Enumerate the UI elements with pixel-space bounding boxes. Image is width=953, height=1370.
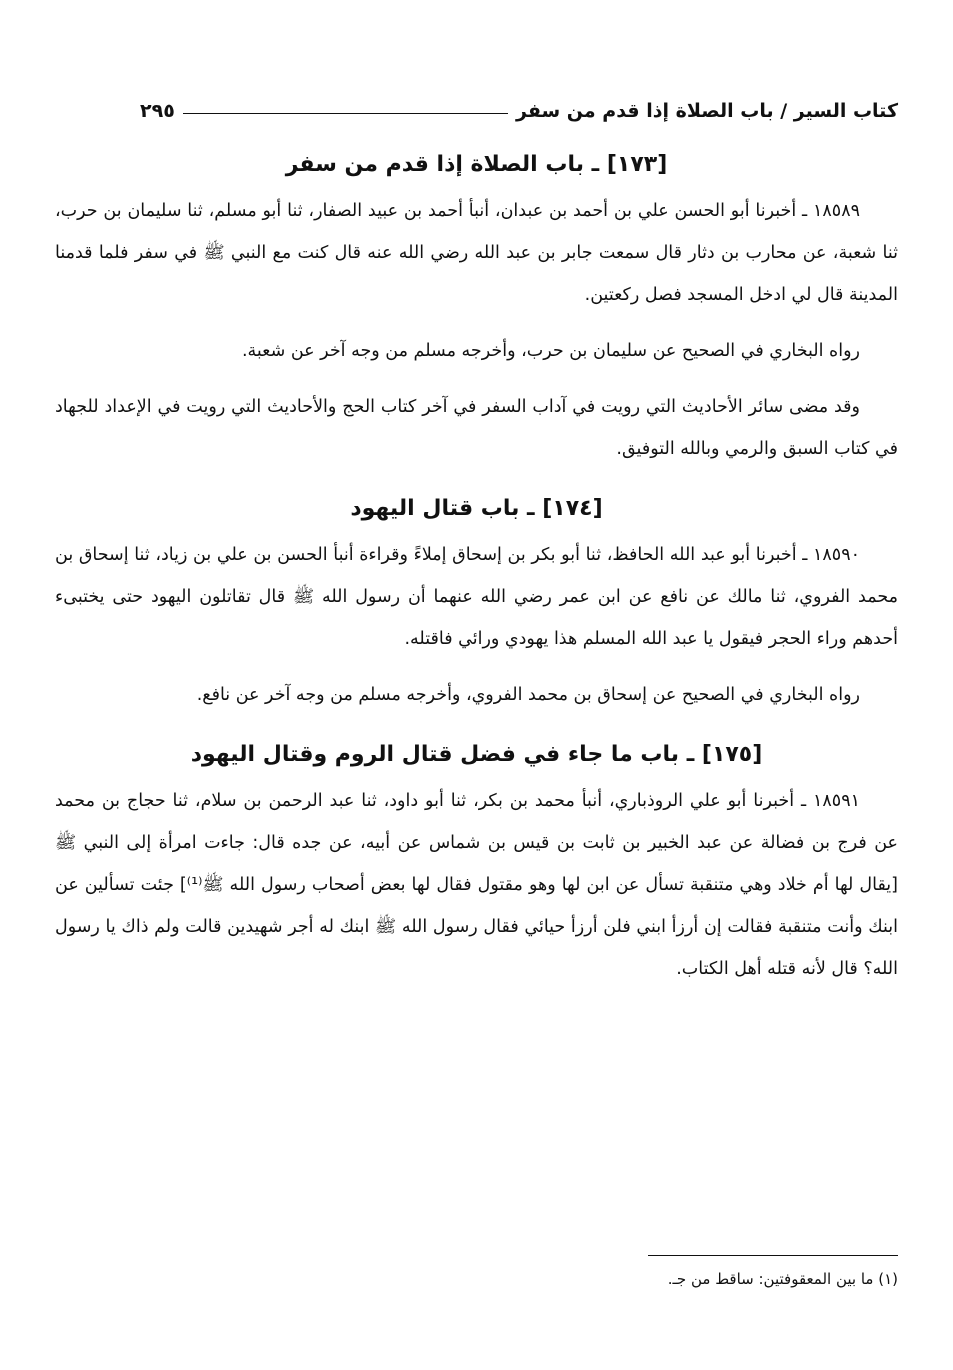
main-content xyxy=(55,140,898,1004)
hadith-18589: ١٨٥٨٩ ـ أخبرنا أبو الحسن علي بن أحمد بن عبدان، أنبأ أحمد بن عبيد الصفار، ثنا أبو مسلم، ثنا سليمان بن حرب، ثنا شعبة، عن محارب بن دثار قال سمعت جابر بن عبد الله رضي الله عنه قال كنت مع النبي ﷺ في سفر فلما قدمنا المدينة قال لي ادخل المسجد فصل ركعتين. xyxy=(55,201,898,305)
running-head-title: كتاب السير / باب الصلاة إذا قدم من سفر xyxy=(516,100,898,122)
commentary-paragraph: رواه البخاري في الصحيح عن إسحاق بن محمد الفروي، وأخرجه مسلم من وجه آخر عن نافع. xyxy=(196,685,860,705)
commentary-paragraph: وقد مضى سائر الأحاديث التي رويت في آداب السفر في آخر كتاب الحج والأحاديث التي رويت في الإعداد للجهاد في كتاب السبق والرمي وبالله التوفيق. xyxy=(55,397,898,459)
footnote-divider xyxy=(648,1255,898,1256)
running-head-rule xyxy=(183,113,508,114)
footnote: (١) ما بين المعقوفتين: ساقط من جـ. xyxy=(667,1270,898,1288)
commentary-paragraph: رواه البخاري في الصحيح عن سليمان بن حرب، وأخرجه مسلم من وجه آخر عن شعبة. xyxy=(241,341,860,361)
hadith-18590: ١٨٥٩٠ ـ أخبرنا أبو عبد الله الحافظ، ثنا أبو بكر بن إسحاق إملاءً وقراءة أنبأ الحسن بن علي بن زياد، ثنا إسحاق بن محمد الفروي، ثنا مالك عن نافع عن ابن عمر رضي الله عنهما أن رسول الله ﷺ قال تقاتلون اليهود حتى يختبىء أحدهم وراء الحجر فيقول يا عبد الله المسلم هذا يهودي ورائي فاقتله. xyxy=(55,545,898,649)
running-head xyxy=(140,88,898,122)
hadith-18591: ١٨٥٩١ ـ أخبرنا أبو علي الروذباري، أنبأ محمد بن بكر، ثنا أبو داود، ثنا عبد الرحمن بن سلام، ثنا حجاج بن محمد عن فرج بن فضالة عن عبد الخبير بن ثابت بن قيس بن شماس عن أبيه، عن جده قال: جاءت امرأة إلى النبي ﷺ [يقال لها أم خلاد وهي متنقبة تسأل عن ابن لها وهو مقتول فقال لها بعض أصحاب رسول الله ﷺ⁽¹⁾] جئت تسألين عن ابنك وأنت متنقبة فقالت إن أرزأ ابني فلن أرزأ حيائي فقال رسول الله ﷺ ابنك له أجر شهيدين قالت ولم ذاك يا رسول الله؟ قال لأنه قتله أهل الكتاب. xyxy=(55,791,899,979)
chapter-heading-173: [١٧٣] ـ باب الصلاة إذا قدم من سفر xyxy=(285,152,668,177)
page-number: ٢٩٥ xyxy=(140,100,175,122)
chapter-heading-174: [١٧٤] ـ باب قتال اليهود xyxy=(350,496,603,521)
chapter-heading-175: [١٧٥] ـ باب ما جاء في فضل قتال الروم وقتال اليهود xyxy=(190,742,763,767)
